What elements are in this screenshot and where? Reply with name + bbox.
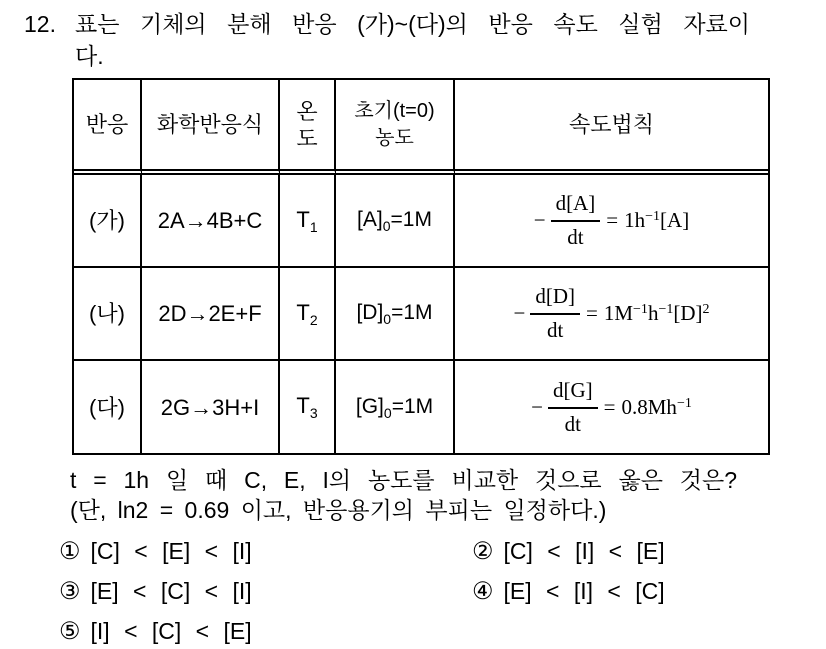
choice-3-number: ③ bbox=[59, 578, 81, 605]
concentration-cell: $[G]_0=1M$ bbox=[336, 361, 455, 453]
fraction: $\frac{d[A]}{dt}$ bbox=[551, 190, 601, 251]
choice-5-text: [I] < [C] < [E] bbox=[90, 618, 252, 644]
choice-1 bbox=[59, 537, 252, 566]
question-title-line1: 표는 기체의 분해 반응 (가)~(다)의 반응 속도 실험 자료이 bbox=[75, 11, 750, 37]
equation-cell: 2D→2E+F bbox=[142, 268, 280, 361]
choice-1-text: [C] < [E] < [I] bbox=[90, 538, 252, 564]
choice-5 bbox=[59, 617, 252, 646]
choice-4-number: ④ bbox=[472, 578, 494, 605]
choice-4 bbox=[472, 577, 665, 606]
experiment-table bbox=[72, 78, 770, 455]
rate-law-formula: − $\frac{d[D]}{dt}$ = $1M^{-1}h^{-1}[D]^2$ bbox=[513, 284, 710, 342]
choice-2 bbox=[472, 537, 665, 566]
equation-cell: 2G→3H+I bbox=[142, 361, 280, 453]
choice-3 bbox=[59, 577, 252, 606]
choice-3-text: [E] < [C] < [I] bbox=[90, 578, 252, 604]
row-label: (다) bbox=[74, 361, 142, 453]
rate-law-formula: − $\frac{d[A]}{dt}$ = $1h^{-1}[A]$ bbox=[533, 191, 690, 249]
header-rate-law: 속도법칙 bbox=[455, 80, 768, 175]
temperature-cell: $T_3$ bbox=[280, 361, 336, 453]
rate-law-cell bbox=[455, 361, 768, 453]
choice-4-text: [E] < [I] < [C] bbox=[503, 578, 665, 604]
choice-2-number: ② bbox=[472, 538, 494, 565]
concentration-cell: $[D]_0=1M$ bbox=[336, 268, 455, 361]
rate-law-cell bbox=[455, 268, 768, 361]
rate-law-formula: − $\frac{d[G]}{dt}$ = $0.8Mh^{-1}$ bbox=[531, 377, 692, 436]
fraction: $\frac{d[D]}{dt}$ bbox=[530, 283, 580, 344]
temperature-cell: $T_1$ bbox=[280, 175, 336, 268]
header-initial-concentration: 초기(t=0) 농도 bbox=[336, 80, 455, 175]
choice-5-number: ⑤ bbox=[59, 618, 81, 645]
question-number: 12. bbox=[24, 11, 56, 37]
prompt-line1: t = 1h 일 때 C, E, I의 농도를 비교한 것으로 옳은 것은? bbox=[70, 467, 737, 493]
choice-1-number: ① bbox=[59, 538, 81, 565]
choice-2-text: [C] < [I] < [E] bbox=[503, 538, 665, 564]
row-label: (나) bbox=[74, 268, 142, 361]
concentration-cell: $[A]_0=1M$ bbox=[336, 175, 455, 268]
header-reaction: 반응 bbox=[74, 80, 142, 175]
rate-law-cell bbox=[455, 175, 768, 268]
temperature-cell: $T_2$ bbox=[280, 268, 336, 361]
header-temperature: 온 도 bbox=[280, 80, 336, 175]
header-equation: 화학반응식 bbox=[142, 80, 280, 175]
prompt-line2: (단, ln2 = 0.69 이고, 반응용기의 부피는 일정하다.) bbox=[70, 497, 607, 523]
row-label: (가) bbox=[74, 175, 142, 268]
question-title-line2: 다. bbox=[75, 43, 104, 69]
equation-cell: 2A→4B+C bbox=[142, 175, 280, 268]
fraction: $\frac{d[G]}{dt}$ bbox=[548, 377, 598, 438]
